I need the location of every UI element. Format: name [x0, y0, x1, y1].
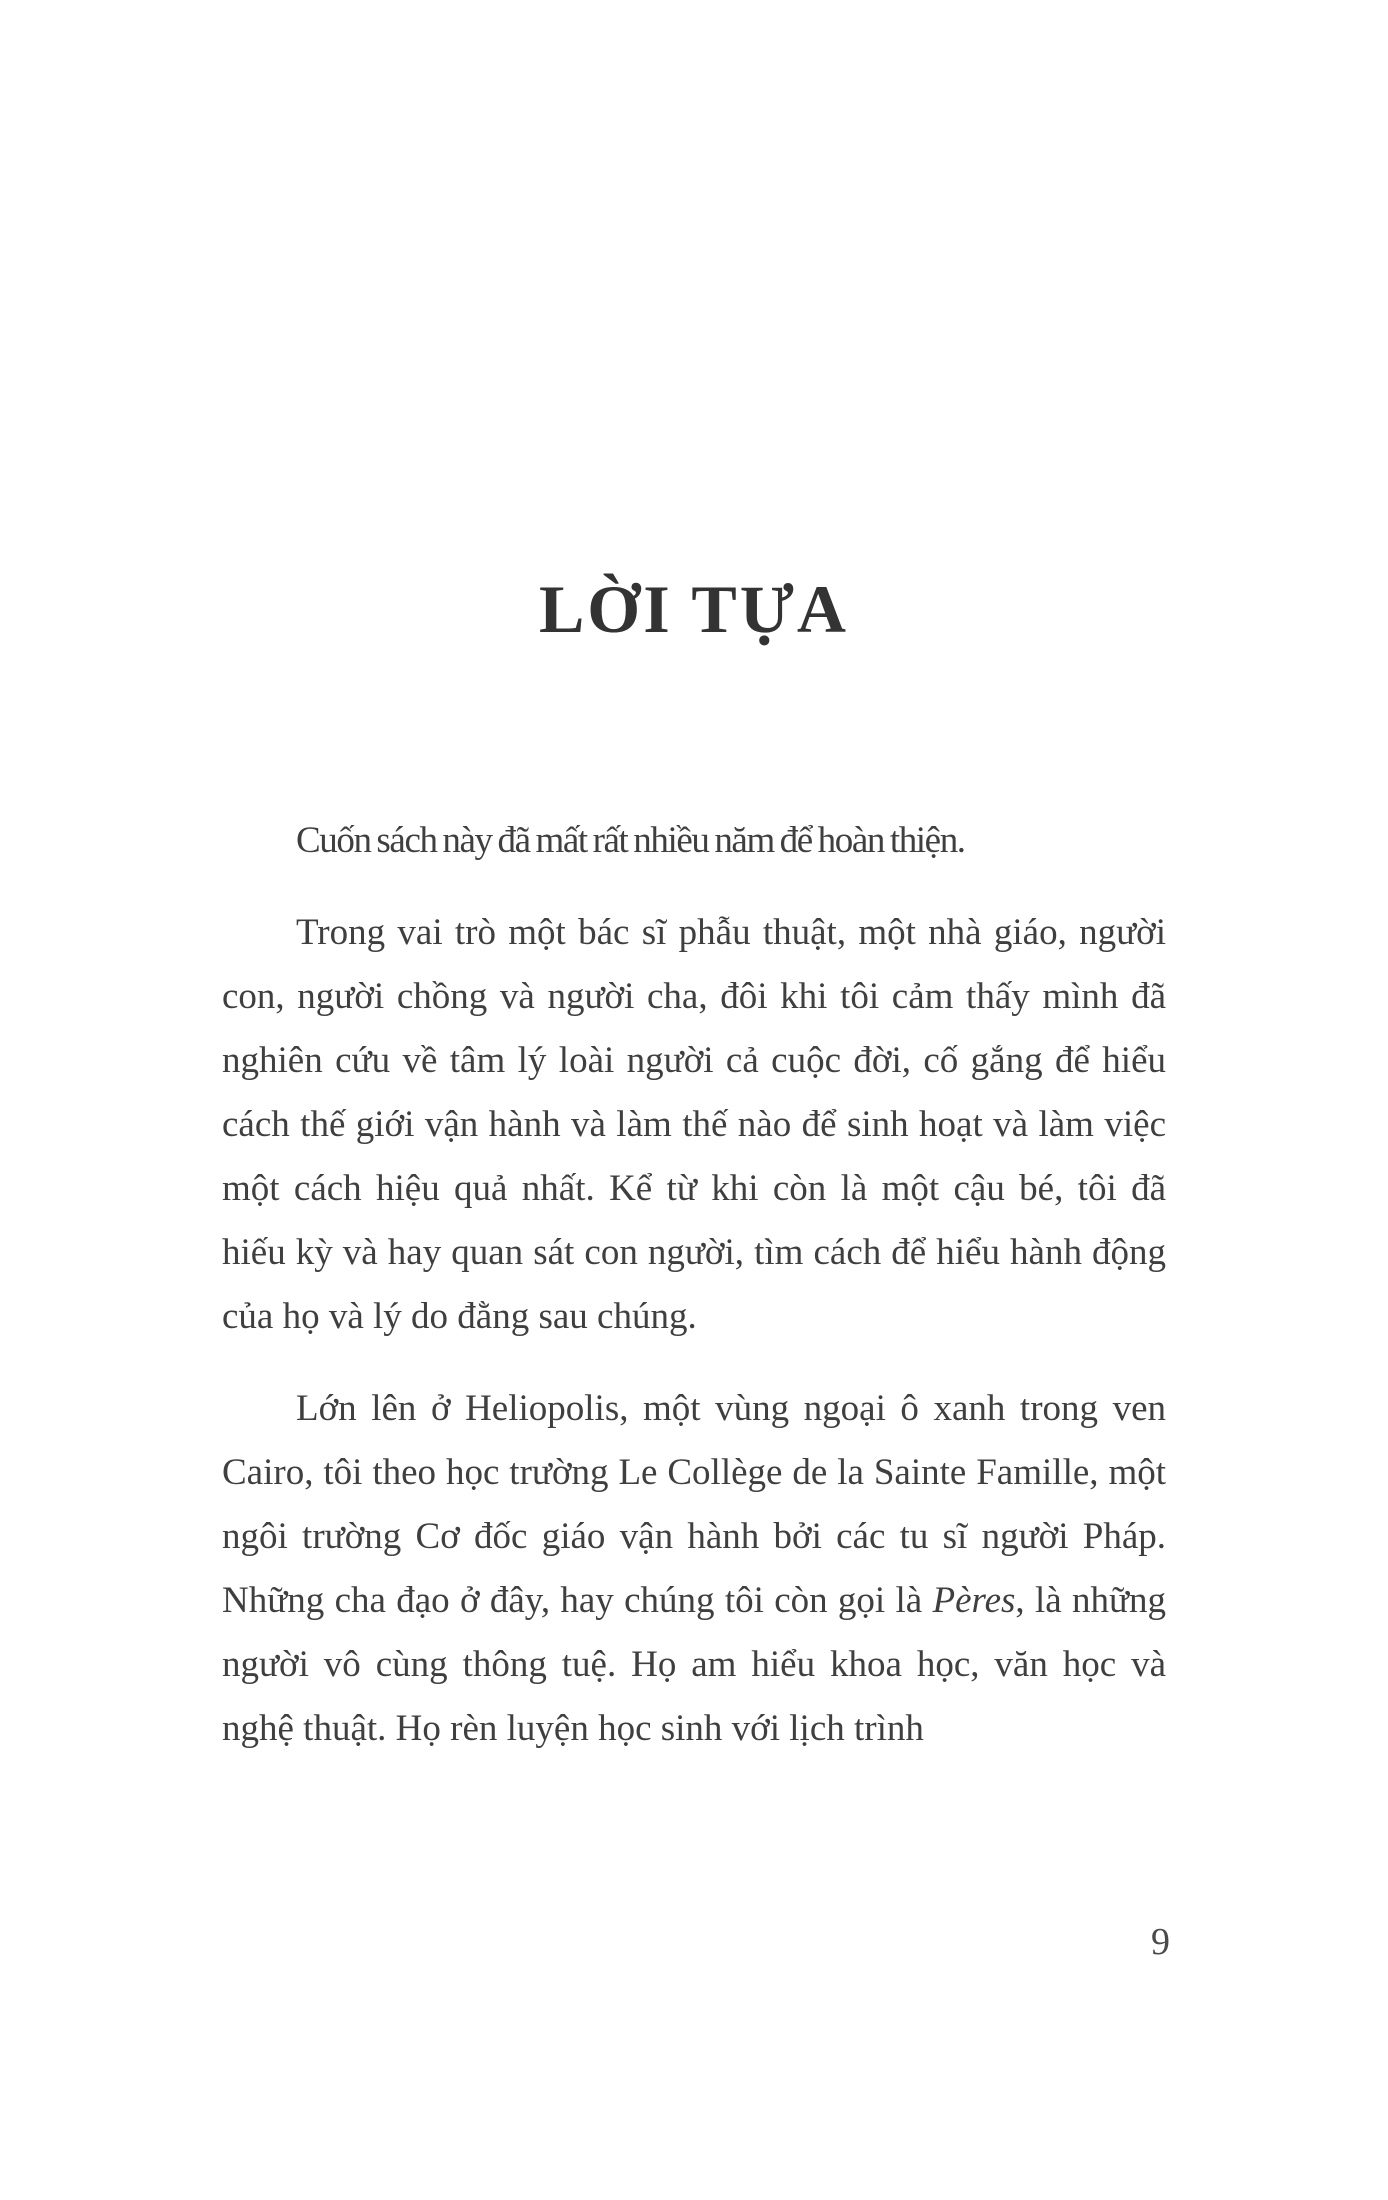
paragraph [222, 809, 1166, 873]
paragraph [222, 1377, 1166, 1761]
page-number: 9 [1151, 1921, 1170, 1963]
italic-text-run: Pères [932, 1580, 1016, 1621]
text-run: Cuốn sách này đã mất rất nhiều năm để hoàn thiện. [296, 820, 965, 861]
page-title: LỜI TỰA [538, 571, 850, 647]
paragraph [222, 901, 1166, 1349]
text-run: , là những người vô cùng thông tuệ. Họ am hiểu khoa học, văn học và nghệ thuật. Họ rèn luyện học sinh với lịch trình [222, 1580, 1166, 1749]
text-run: Lớn lên ở Heliopolis, một vùng ngoại ô xanh trong ven Cairo, tôi theo học trường Le Collège de la Sainte Famille, một ngôi trường Cơ đốc giáo vận hành bởi các tu sĩ người Pháp. Những cha đạo ở đây, hay chúng tôi còn gọi là [222, 1388, 1166, 1621]
paragraphs [222, 809, 1166, 1761]
text-run: Trong vai trò một bác sĩ phẫu thuật, một nhà giáo, người con, người chồng và người cha, đôi khi tôi cảm thấy mình đã nghiên cứu về tâm lý loài người cả cuộc đời, cố gắng để hiểu cách thế giới vận hành và làm thế nào để sinh hoạt và làm việc một cách hiệu quả nhất. Kể từ khi còn là một cậu bé, tôi đã hiếu kỳ và hay quan sát con người, tìm cách để hiểu hành động của họ và lý do đằng sau chúng. [222, 912, 1166, 1337]
